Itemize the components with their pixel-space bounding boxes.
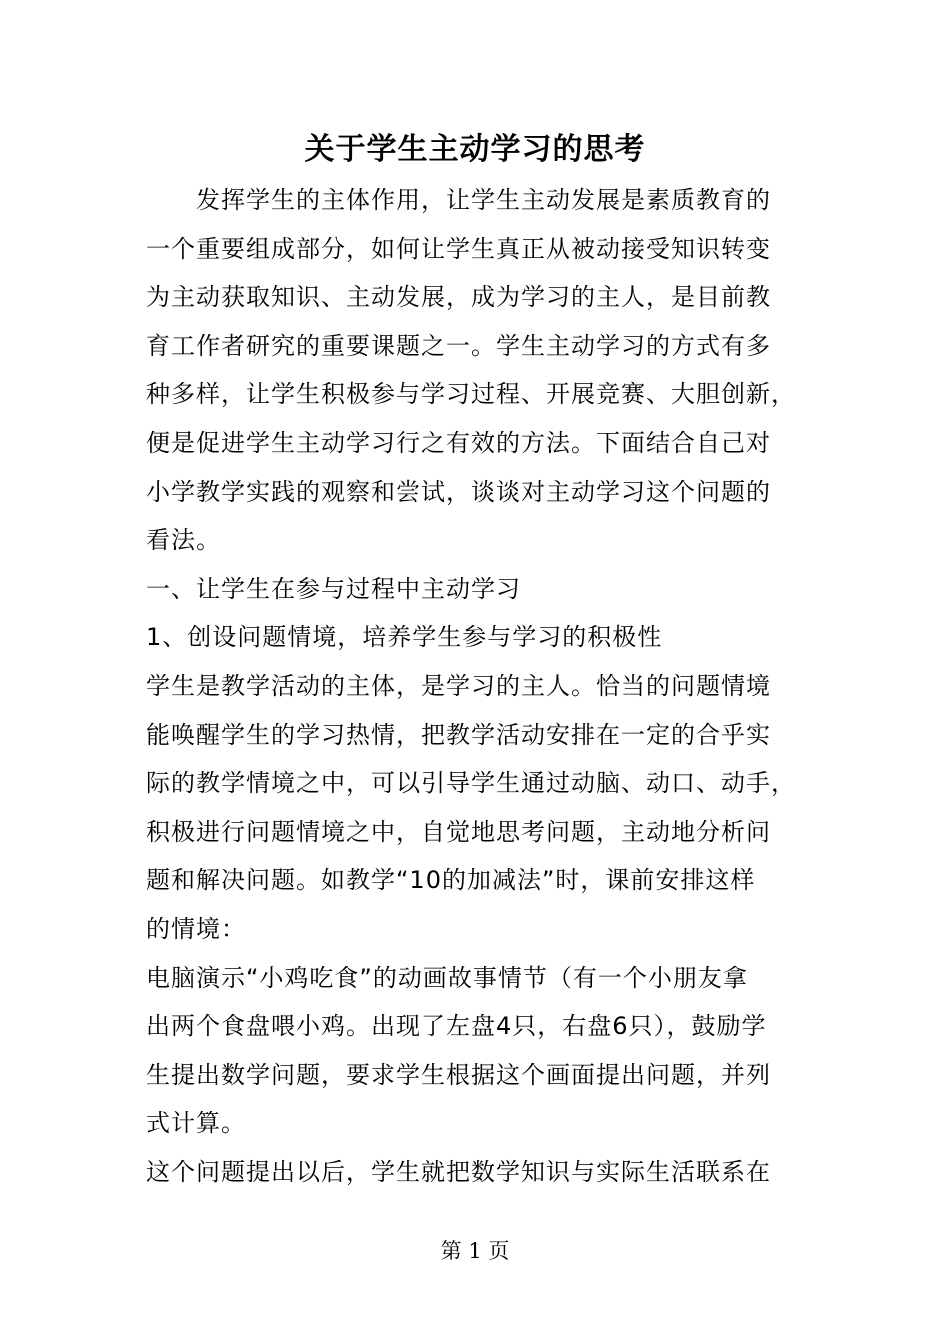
text-line: 育工作者研究的重要课题之一。学生主动学习的方式有多 — [146, 331, 771, 360]
text-line: 题和解决问题。如教学“10的加减法”时，课前安排这样 — [146, 866, 756, 895]
text-line: 积极进行问题情境之中，自觉地思考问题，主动地分析问 — [146, 817, 771, 846]
text-line: 出两个食盘喂小鸡。出现了左盘4只，右盘6只），鼓励学 — [146, 1012, 767, 1041]
text-line: 小学教学实践的观察和尝试，谈谈对主动学习这个问题的 — [146, 477, 771, 506]
document-body — [146, 176, 810, 1196]
text-line: 电脑演示“小鸡吃食”的动画故事情节（有一个小朋友拿 — [146, 963, 748, 992]
subsection-heading: 1、创设问题情境，培养学生参与学习的积极性 — [146, 623, 663, 652]
page-number: 第 1 页 — [440, 1239, 510, 1263]
text-line: 式计算。 — [146, 1109, 246, 1138]
section-heading: 一、让学生在参与过程中主动学习 — [146, 574, 521, 603]
text-line: 生提出数学问题，要求学生根据这个画面提出问题，并列 — [146, 1060, 771, 1089]
text-line: 学生是教学活动的主体，是学习的主人。恰当的问题情境 — [146, 671, 771, 700]
text-line: 发挥学生的主体作用，让学生主动发展是素质教育的 — [146, 186, 771, 214]
text-line: 这个问题提出以后，学生就把数学知识与实际生活联系在 — [146, 1157, 771, 1186]
text-line: 看法。 — [146, 526, 221, 555]
text-line: 种多样，让学生积极参与学习过程、开展竞赛、大胆创新， — [146, 380, 796, 409]
text-line: 际的教学情境之中，可以引导学生通过动脑、动口、动手， — [146, 769, 796, 798]
text-line: 能唤醒学生的学习热情，把教学活动安排在一定的合乎实 — [146, 720, 771, 749]
document-title: 关于学生主动学习的思考 — [304, 132, 646, 167]
text-line: 便是促进学生主动学习行之有效的方法。下面结合自己对 — [146, 428, 771, 457]
text-line: 一个重要组成部分，如何让学生真正从被动接受知识转变 — [146, 234, 771, 263]
text-line: 的情境： — [146, 914, 246, 943]
text-line: 为主动获取知识、主动发展，成为学习的主人，是目前教 — [146, 283, 771, 312]
